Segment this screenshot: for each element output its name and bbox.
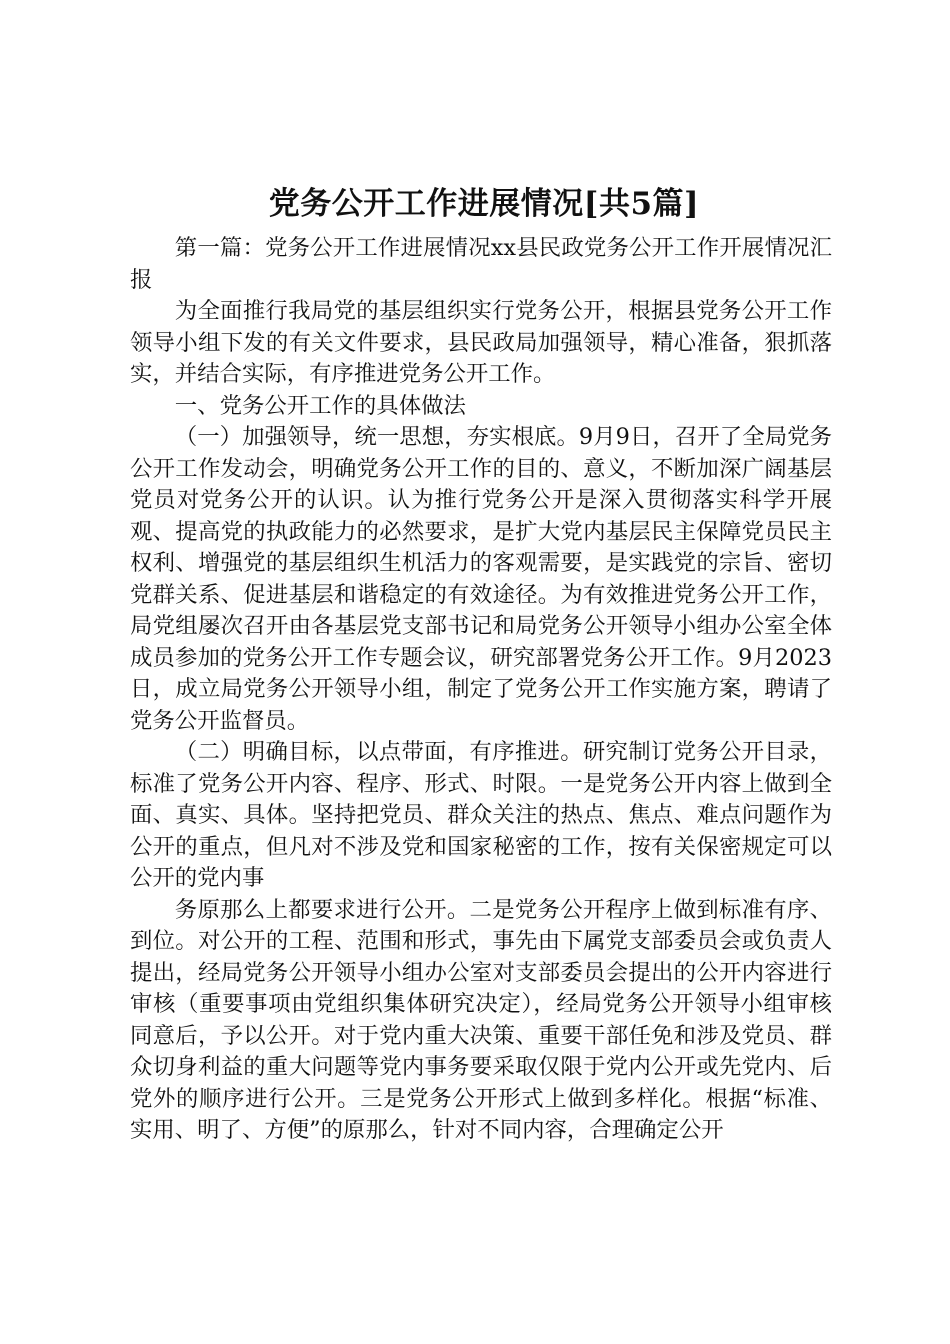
section-heading: 一、党务公开工作的具体做法 — [174, 392, 466, 419]
paragraph-item-1: （一）加强领导，统一思想，夯实根底。9月9日，召开了全局党务公开工作发动会，明确党务公开工作的目的、意义，不断加深广阔基层党员对党务公开的认识。认为推行党务公开是深入贯彻落实科学开展观、提高党的执政能力的必然要求，是扩大党内基层民主保障党员民主权利、增强党的基层组织生机活力的客观需要，是实践党的宗旨、密切党群关系、促进基层和谐稳定的有效途径。为有效推进党务公开工作，局党组屡次召开由各基层党支部书记和局党务公开领导小组办公室全体成员参加的党务公开工作专题会议，研究部署党务公开工作。9月2023日，成立局党务公开领导小组，制定了党务公开工作实施方案，聘请了党务公开监督员。 — [130, 424, 832, 734]
paragraph-subtitle: 第一篇：党务公开工作进展情况xx县民政党务公开工作开展情况汇报 — [130, 235, 832, 293]
paragraph-continuation: 务原那么上都要求进行公开。二是党务公开程序上做到标准有序、到位。对公开的工程、范围和形式，事先由下属党支部委员会或负责人提出，经局党务公开领导小组办公室对支部委员会提出的公开内容进行审核（重要事项由党组织集体研究决定），经局党务公开领导小组审核同意后，予以公开。对于党内重大决策、重要干部任免和涉及党员、群众切身利益的重大问题等党内事务要采取仅限于党内公开或先党内、后党外的顺序进行公开。三是党务公开形式上做到多样化。根据“标准、实用、明了、方便”的原那么，针对不同内容，合理确定公开 — [130, 896, 832, 1143]
paragraph-item-2: （二）明确目标，以点带面，有序推进。研究制订党务公开目录，标准了党务公开内容、程序、形式、时限。一是党务公开内容上做到全面、真实、具体。坚持把党员、群众关注的热点、焦点、难点问题作为公开的重点，但凡对不涉及党和国家秘密的工作，按有关保密规定可以公开的党内事 — [130, 739, 832, 891]
paragraph-intro: 为全面推行我局党的基层组织实行党务公开，根据县党务公开工作领导小组下发的有关文件要求，县民政局加强领导，精心准备，狠抓落实，并结合实际，有序推进党务公开工作。 — [130, 298, 832, 387]
document-title: 党务公开工作进展情况[共5篇] — [268, 186, 700, 222]
